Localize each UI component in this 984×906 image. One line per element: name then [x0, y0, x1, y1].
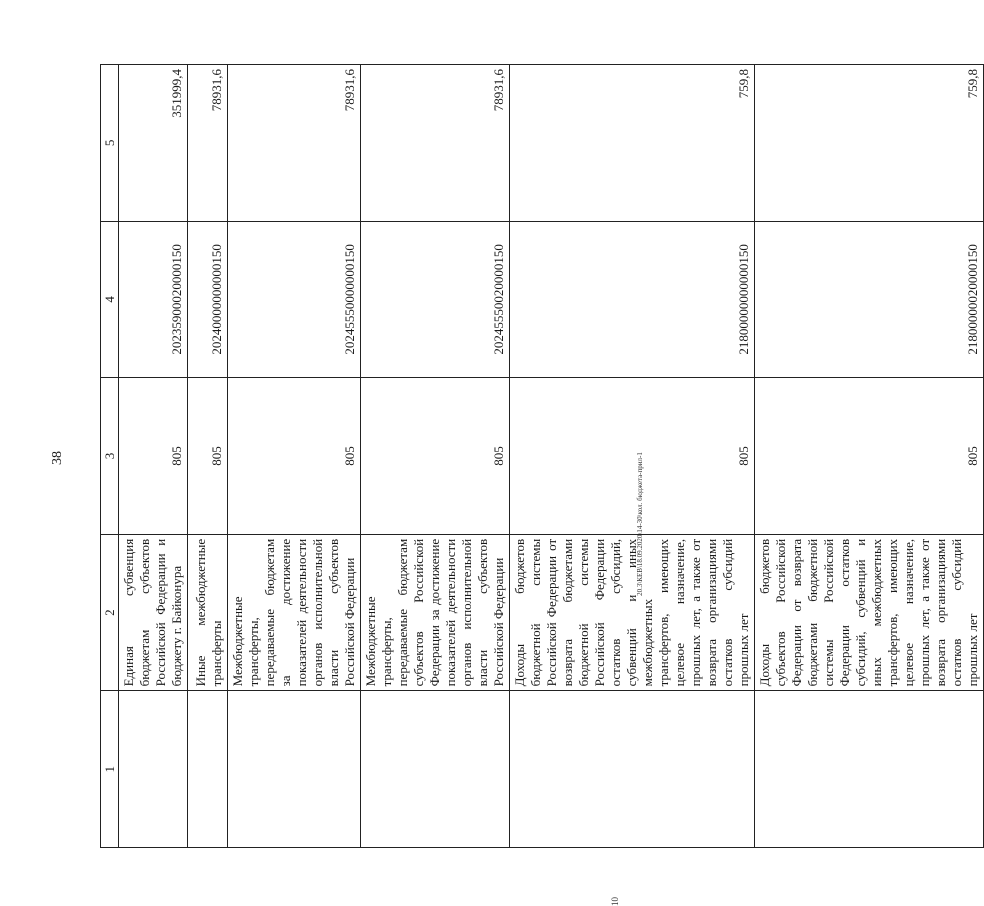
- table-row: [119, 65, 188, 848]
- admin-code: 805: [510, 378, 755, 535]
- budget-classification-code: 20245550000000150: [228, 221, 361, 378]
- amount-value: 78931,6: [188, 65, 228, 222]
- admin-code: 805: [228, 378, 361, 535]
- row-col-1: [510, 691, 755, 848]
- amount-value: 759,8: [510, 65, 755, 222]
- header-col-3: 3: [101, 378, 119, 535]
- amount-value: 78931,6: [228, 65, 361, 222]
- table-row: [361, 65, 510, 848]
- admin-code: 805: [188, 378, 228, 535]
- table-row: [188, 65, 228, 848]
- row-col-1: [361, 691, 510, 848]
- revenue-name: Межбюджетные трансферты, передаваемые бюджетам субъектов Российской Федерации за достижение показателей деятельности органов исполнительной власти субъектов Российской Федерации: [361, 534, 510, 691]
- row-col-1: [119, 691, 188, 848]
- admin-code: 805: [361, 378, 510, 535]
- table-header-row: [101, 65, 119, 848]
- row-col-1: [228, 691, 361, 848]
- budget-classification-code: 20235900020000150: [119, 221, 188, 378]
- corner-mark: 10: [610, 897, 620, 906]
- table-row: [510, 65, 755, 848]
- revenue-name: Иные межбюджетные трансферты: [188, 534, 228, 691]
- document-code-footer: 20.3\КЕВ\18.09.2020\14-30\кол. бюджета-прил-1: [636, 452, 644, 596]
- amount-value: 78931,6: [361, 65, 510, 222]
- revenue-name: Единая субвенция бюджетам субъектов Российской Федерации и бюджету г. Байконура: [119, 534, 188, 691]
- row-col-1: [755, 691, 984, 848]
- header-col-4: 4: [101, 221, 119, 378]
- table-row: [228, 65, 361, 848]
- admin-code: 805: [119, 378, 188, 535]
- table-row: [755, 65, 984, 848]
- admin-code: 805: [755, 378, 984, 535]
- revenue-name: Межбюджетные трансферты, передаваемые бюджетам за достижение показателей деятельности органов исполнительной власти субъектов Российской Федерации: [228, 534, 361, 691]
- header-col-5: 5: [101, 65, 119, 222]
- page-number: 38: [50, 451, 65, 465]
- budget-classification-code: 21800000000000150: [510, 221, 755, 378]
- budget-classification-code: 21800000020000150: [755, 221, 984, 378]
- revenue-name: Доходы бюджетов субъектов Российской Федерации от возврата бюджетами бюджетной системы Российской Федерации остатков субсидий, субвенций и иных межбюджетных трансфертов, имеющих целевое назначение, прошлых лет, а также от возврата организациями остатков субсидий прошлых лет: [755, 534, 984, 691]
- budget-revenue-table: [100, 64, 984, 848]
- header-col-2: 2: [101, 534, 119, 691]
- revenue-name: Доходы бюджетов бюджетной системы Российской Федерации от возврата бюджетами бюджетной системы Российской Федерации остатков субсидий, субвенций и иных межбюджетных трансфертов, имеющих целевое назначение, прошлых лет, а также от возврата организациями остатков субсидий прошлых лет: [510, 534, 755, 691]
- amount-value: 351999,4: [119, 65, 188, 222]
- header-col-1: 1: [101, 691, 119, 848]
- row-col-1: [188, 691, 228, 848]
- amount-value: 759,8: [755, 65, 984, 222]
- budget-classification-code: 20245550020000150: [361, 221, 510, 378]
- budget-classification-code: 20240000000000150: [188, 221, 228, 378]
